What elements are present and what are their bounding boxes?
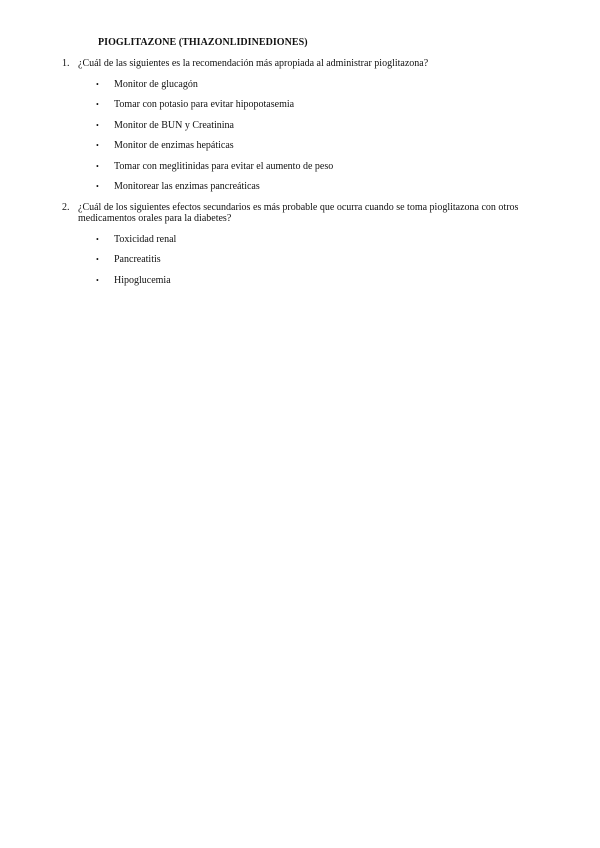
question-text: ¿Cuál de los siguientes efectos secundarios es más probable que ocurra cuando se toma pioglitazona con otros medicamentos orales para la diabetes?: [78, 202, 519, 224]
option-text: Monitor de enzimas hepáticas: [114, 140, 234, 152]
question-number: 1.: [62, 58, 70, 69]
option-text: Tomar con meglitinidas para evitar el aumento de peso: [114, 160, 334, 172]
question-number: 2.: [62, 202, 70, 213]
bullet-icon: •: [96, 120, 99, 130]
option-text: Pancreatitis: [114, 254, 161, 266]
question-1: [62, 58, 542, 69]
document-title: PIOGLITAZONE (THIAZONLIDINEDIONES): [98, 37, 308, 48]
question-text: ¿Cuál de las siguientes es la recomendación más apropiada al administrar pioglitazona?: [78, 58, 429, 69]
option-text: Toxicidad renal: [114, 234, 177, 245]
question-2: [62, 202, 542, 224]
option-text: Monitor de glucagón: [114, 79, 198, 90]
bullet-icon: •: [96, 100, 99, 110]
bullet-icon: •: [96, 80, 99, 89]
option-text: Monitor de BUN y Creatinina: [114, 119, 234, 131]
bullet-icon: •: [96, 275, 99, 285]
bullet-icon: •: [96, 235, 99, 244]
option-text: Tomar con potasio para evitar hipopotasemia: [114, 99, 295, 111]
bullet-icon: •: [96, 181, 99, 191]
bullet-icon: •: [96, 161, 99, 171]
bullet-icon: •: [96, 255, 99, 265]
option-text: Monitorear las enzimas pancreáticas: [114, 180, 260, 192]
option-text: Hipoglucemia: [114, 274, 171, 286]
bullet-icon: •: [96, 141, 99, 151]
